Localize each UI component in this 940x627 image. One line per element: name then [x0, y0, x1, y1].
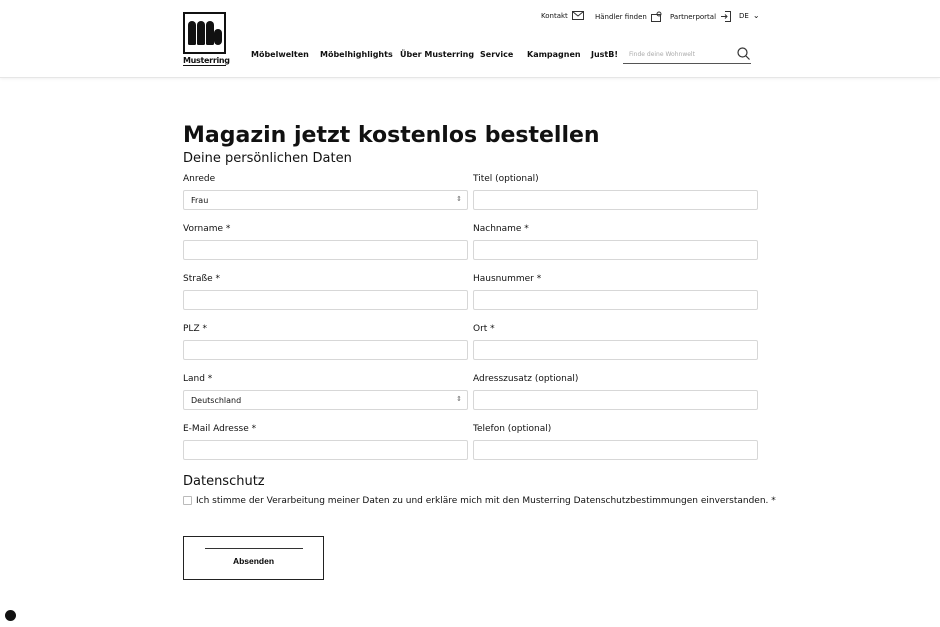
- adresszusatz-label: Adresszusatz (optional): [473, 374, 579, 384]
- select-arrows-icon: ⇕: [456, 395, 462, 403]
- nav-service[interactable]: Service: [480, 50, 514, 59]
- partner-portal-label: Partnerportal: [670, 12, 717, 21]
- cookie-settings-icon[interactable]: [5, 610, 16, 621]
- search-icon[interactable]: [737, 47, 750, 60]
- logo-text: Musterring: [183, 56, 230, 65]
- submit-label: Absenden: [232, 556, 275, 566]
- privacy-checkbox[interactable]: [183, 496, 192, 505]
- privacy-consent-label[interactable]: Ich stimme der Verarbeitung meiner Daten zu und erkläre mich mit den Musterring Datenschutzbestimmungen einverstanden. *: [196, 496, 776, 506]
- mail-icon: [572, 11, 584, 20]
- e-mail-adresse-input[interactable]: [183, 440, 468, 460]
- ort-label: Ort *: [473, 324, 495, 334]
- land-value: Deutschland: [191, 396, 242, 405]
- logo-mark-icon: [188, 19, 222, 47]
- contact-link[interactable]: [541, 11, 584, 20]
- plz-label: PLZ *: [183, 324, 207, 334]
- nachname-label: Nachname *: [473, 224, 529, 234]
- login-icon: [720, 11, 731, 22]
- titel-input[interactable]: [473, 190, 758, 210]
- language-selector[interactable]: [739, 11, 760, 20]
- plz-input[interactable]: [183, 340, 468, 360]
- telefon-label: Telefon (optional): [473, 424, 552, 434]
- partner-portal-link[interactable]: [670, 11, 731, 22]
- land-label: Land *: [183, 374, 213, 384]
- select-arrows-icon: ⇕: [456, 195, 462, 203]
- site-header: [0, 0, 940, 78]
- search-input[interactable]: [623, 46, 751, 64]
- store-locator-icon: [651, 11, 662, 22]
- search-placeholder: Finde deine Wohnwelt: [629, 51, 695, 58]
- straße-label: Straße *: [183, 274, 221, 284]
- adresszusatz-input[interactable]: [473, 390, 758, 410]
- anrede-select[interactable]: [183, 190, 468, 210]
- vorname-label: Vorname *: [183, 224, 231, 234]
- section-title: Deine persönlichen Daten: [183, 151, 352, 166]
- e-mail-adresse-label: E-Mail Adresse *: [183, 424, 257, 434]
- ort-input[interactable]: [473, 340, 758, 360]
- privacy-heading: Datenschutz: [183, 474, 265, 489]
- hausnummer-label: Hausnummer *: [473, 274, 542, 284]
- titel-label: Titel (optional): [473, 174, 539, 184]
- hausnummer-input[interactable]: [473, 290, 758, 310]
- button-divider: [205, 548, 303, 549]
- submit-button[interactable]: [183, 536, 324, 580]
- straße-input[interactable]: [183, 290, 468, 310]
- page-title: Magazin jetzt kostenlos bestellen: [183, 123, 600, 148]
- anrede-value: Frau: [191, 196, 209, 205]
- land-select[interactable]: [183, 390, 468, 410]
- nachname-input[interactable]: [473, 240, 758, 260]
- anrede-label: Anrede: [183, 174, 216, 184]
- dealer-finder-link[interactable]: [595, 11, 662, 22]
- nav-kampagnen[interactable]: Kampagnen: [527, 50, 581, 59]
- musterring-logo[interactable]: [183, 12, 230, 65]
- nav-ueber-musterring[interactable]: Über Musterring: [400, 50, 475, 59]
- nav-moebelwelten[interactable]: Möbelwelten: [251, 50, 309, 59]
- telefon-input[interactable]: [473, 440, 758, 460]
- chevron-down-icon: ⌄: [752, 11, 760, 20]
- contact-label: Kontakt: [541, 11, 568, 20]
- dealer-finder-label: Händler finden: [595, 12, 647, 21]
- language-label: DE: [739, 11, 749, 20]
- vorname-input[interactable]: [183, 240, 468, 260]
- nav-moebelhighlights[interactable]: Möbelhighlights: [320, 50, 393, 59]
- nav-justb[interactable]: JustB!: [591, 50, 619, 59]
